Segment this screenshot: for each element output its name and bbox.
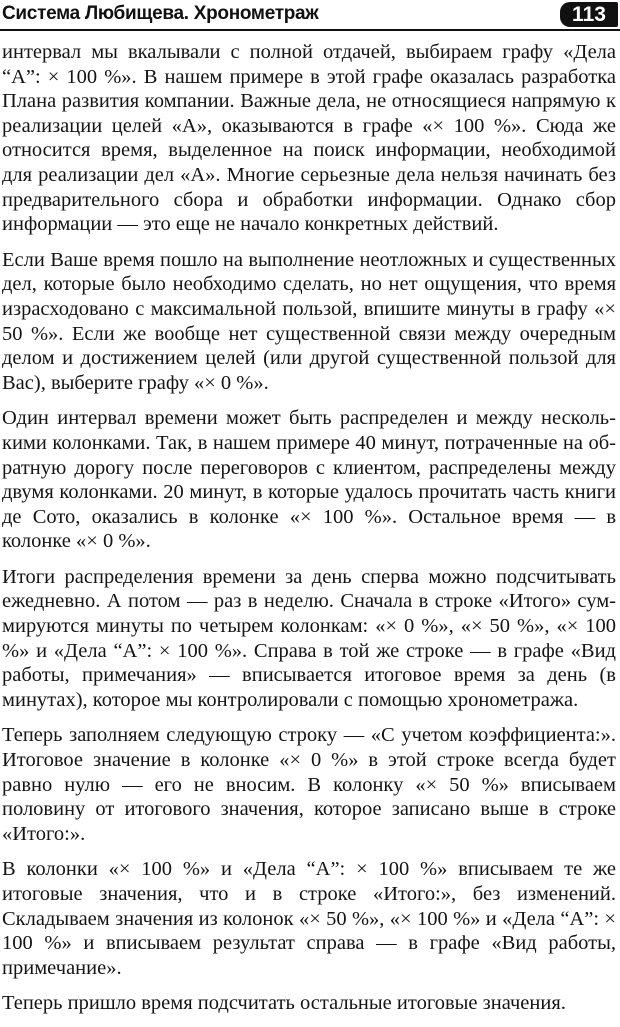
header-rule (0, 29, 620, 31)
paragraph-5: Теперь заполняем следующую строку — «С учетом коэффициента:». Итоговое значение в колонке «× 0 %» в этой строке всегда будет равно нулю — его не вносим. В колонку «× 50 %» вписываем половину от итогового значения, которое записано выше в строке «Итого:». (2, 724, 616, 845)
running-header (0, 0, 620, 34)
body-text (2, 40, 616, 1027)
paragraph-3: Один интервал времени может быть распределен и между несколькими колонками. Так, в нашем примере 40 минут, потраченные на обратную дорогу после переговоров с клиентом, распределены между двумя колонками. 20 минут, в которые удалось прочитать часть книги де Сото, оказались в колонке «× 100 %». Остальное время — в колонке «× 0 %». (2, 407, 616, 553)
page-number-badge: 113 (560, 2, 618, 27)
paragraph-4: Итоги распределения времени за день сперва можно подсчитывать ежедневно. А потом — раз в неделю. Сначала в строке «Итого» суммируются минуты по четырем колонкам: «× 0 %», «× 50 %», «× 100 %» и «Дела “А”: × 100 %». Справа в той же строке — в графе «Вид работы, примечания» — вписывается итоговое время за день (в минутах), которое мы контролировали с помощью хронометража. (2, 565, 616, 711)
running-title: Система Любищева. Хронометраж (2, 3, 319, 24)
paragraph-1: интервал мы вкалывали с полной отдачей, выбираем графу «Дела “А”: × 100 %». В нашем примере в этой графе оказалась разработка Плана развития компании. Важные дела, не относящиеся напрямую к реализации целей «А», оказываются в графе «× 100 %». Сюда же относится время, выделенное на поиск информации, необходимой для реализации дел «А». Многие серьезные дела нельзя начинать без предварительного сбора и обработки информации. Однако сбор информации — это еще не начало конкретных действий. (2, 41, 616, 236)
paragraph-7: Теперь пришло время подсчитать остальные итоговые значения. (2, 992, 566, 1015)
paragraph-2: Если Ваше время пошло на выполнение неотложных и существенных дел, которые было необходимо сделать, но нет ощущения, что время израсходовано с максимальной пользой, впишите минуты в графу «× 50 %». Если же вообще нет существенной связи между очередным делом и достижением целей (или другой существенной пользой для Вас), выберите графу «× 0 %». (2, 248, 616, 394)
paragraph-6: В колонки «× 100 %» и «Дела “А”: × 100 %» вписываем те же итоговые значения, что и в строке «Итого:», без изменений. Складываем значения из колонок «× 50 %», «× 100 %» и «Дела “А”: × 100 %» и вписываем результат справа — в графе «Вид работы, примечание». (2, 858, 616, 979)
